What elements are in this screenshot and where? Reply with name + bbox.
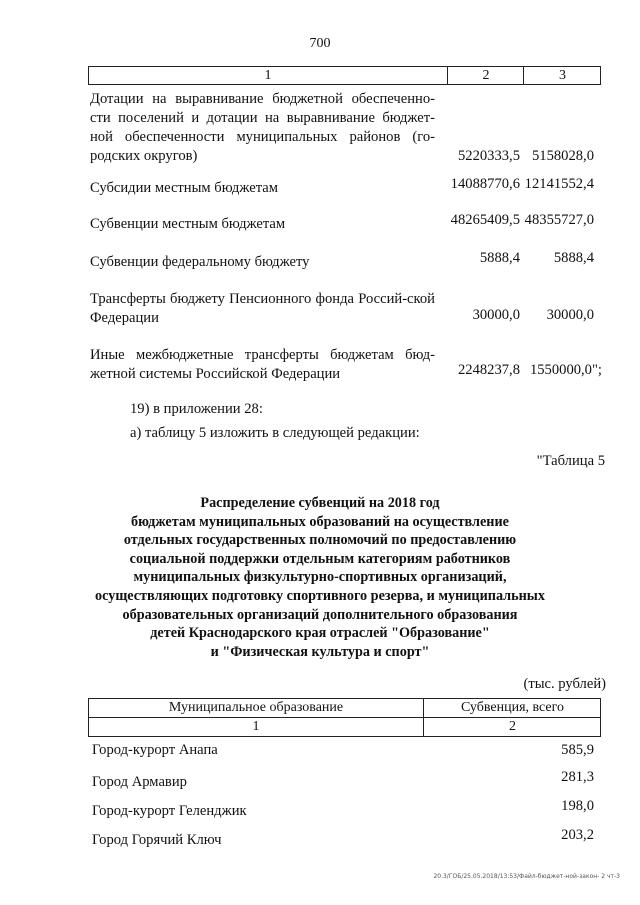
table1-row-value-2: 30000,0 bbox=[472, 307, 520, 323]
title-line: социальной поддержки отдельным категориям работников bbox=[129, 550, 511, 567]
table2-row-value: 585,9 bbox=[561, 742, 594, 758]
title-line: осуществляющих подготовку спортивного резерва, и муниципальных bbox=[95, 587, 545, 604]
table2-header-num1: 1 bbox=[252, 719, 260, 734]
table2-unit: (тыс. рублей) bbox=[523, 676, 606, 692]
table2-row-name: Город-курорт Геленджик bbox=[92, 803, 247, 819]
title-line: и "Физическая культура и спорт" bbox=[210, 643, 430, 660]
table1-row-value-3: 1550000,0"; bbox=[529, 362, 602, 378]
table1-row-value-2: 5220333,5 bbox=[457, 148, 520, 164]
table1-header-col1: 1 bbox=[264, 68, 272, 83]
table1-row-value-3: 48355727,0 bbox=[524, 212, 594, 228]
table2-row-name: Город Армавир bbox=[92, 774, 187, 790]
table-title bbox=[60, 494, 580, 661]
page-number: 700 bbox=[309, 36, 331, 51]
table2-header-municipality: Муниципальное образование bbox=[168, 700, 344, 715]
table2-header-num2: 2 bbox=[423, 718, 601, 736]
table-reference: "Таблица 5 bbox=[536, 453, 605, 469]
table1-row-label: Субвенции местным бюджетам bbox=[90, 216, 286, 232]
paragraph-subitem-a: а) таблицу 5 изложить в следующей редакции: bbox=[130, 425, 420, 441]
table1-row-value-3: 5888,4 bbox=[553, 250, 594, 266]
table1-header bbox=[88, 66, 601, 85]
footer-stamp: 20.3/ГОБ/25.05.2018/13:53/Файл-бюджет-ной-закон- 2 чт-3 bbox=[433, 873, 620, 880]
paragraph-item-19: 19) в приложении 28: bbox=[130, 401, 263, 417]
table1-row-label: Иные межбюджетные трансферты бюджетам бюд-жетной системы Российской Федерации bbox=[90, 347, 435, 382]
table2-header bbox=[88, 698, 601, 737]
table1-row-label: Субвенции федеральному бюджету bbox=[90, 254, 310, 270]
table1-row-value-2: 5888,4 bbox=[479, 250, 520, 266]
title-line: Распределение субвенций на 2018 год bbox=[200, 495, 440, 511]
table1-header-col3: 3 bbox=[523, 67, 601, 84]
table1-row-value-3: 12141552,4 bbox=[524, 176, 594, 192]
table1-row-value-3: 30000,0 bbox=[546, 307, 594, 323]
table1-row-value-2: 2248237,8 bbox=[457, 362, 520, 378]
table2-row-value: 281,3 bbox=[561, 769, 594, 785]
title-line: отдельных государственных полномочий по предоставлению bbox=[123, 532, 517, 549]
table2-row-value: 198,0 bbox=[561, 798, 594, 814]
title-line: образовательных организаций дополнительного образования bbox=[122, 606, 518, 623]
title-line: бюджетам муниципальных образований на осуществление bbox=[131, 513, 509, 530]
table1-row-label: Трансферты бюджету Пенсионного фонда Россий-ской Федерации bbox=[90, 291, 435, 326]
table1-row-value-2: 14088770,6 bbox=[450, 176, 520, 192]
table1-row-label: Дотации на выравнивание бюджетной обеспеченно-сти поселений и дотации на выравнивание бюджет-ной обеспеченности муниципальных районов (го-родских округов) bbox=[90, 91, 435, 164]
table1-row-label: Субсидии местным бюджетам bbox=[90, 180, 278, 196]
table2-header-subvention: Субвенция, всего bbox=[423, 699, 601, 717]
table2-row-name: Город-курорт Анапа bbox=[92, 742, 218, 758]
table1-row-value-3: 5158028,0 bbox=[531, 148, 594, 164]
table2-row-value: 203,2 bbox=[561, 827, 594, 843]
title-line: детей Краснодарского края отраслей "Образование" bbox=[150, 625, 490, 642]
title-line: муниципальных физкультурно-спортивных организаций, bbox=[133, 569, 507, 586]
table2-row-name: Город Горячий Ключ bbox=[92, 832, 222, 848]
table1-row-value-2: 48265409,5 bbox=[450, 212, 520, 228]
table1-header-col2: 2 bbox=[447, 67, 524, 84]
